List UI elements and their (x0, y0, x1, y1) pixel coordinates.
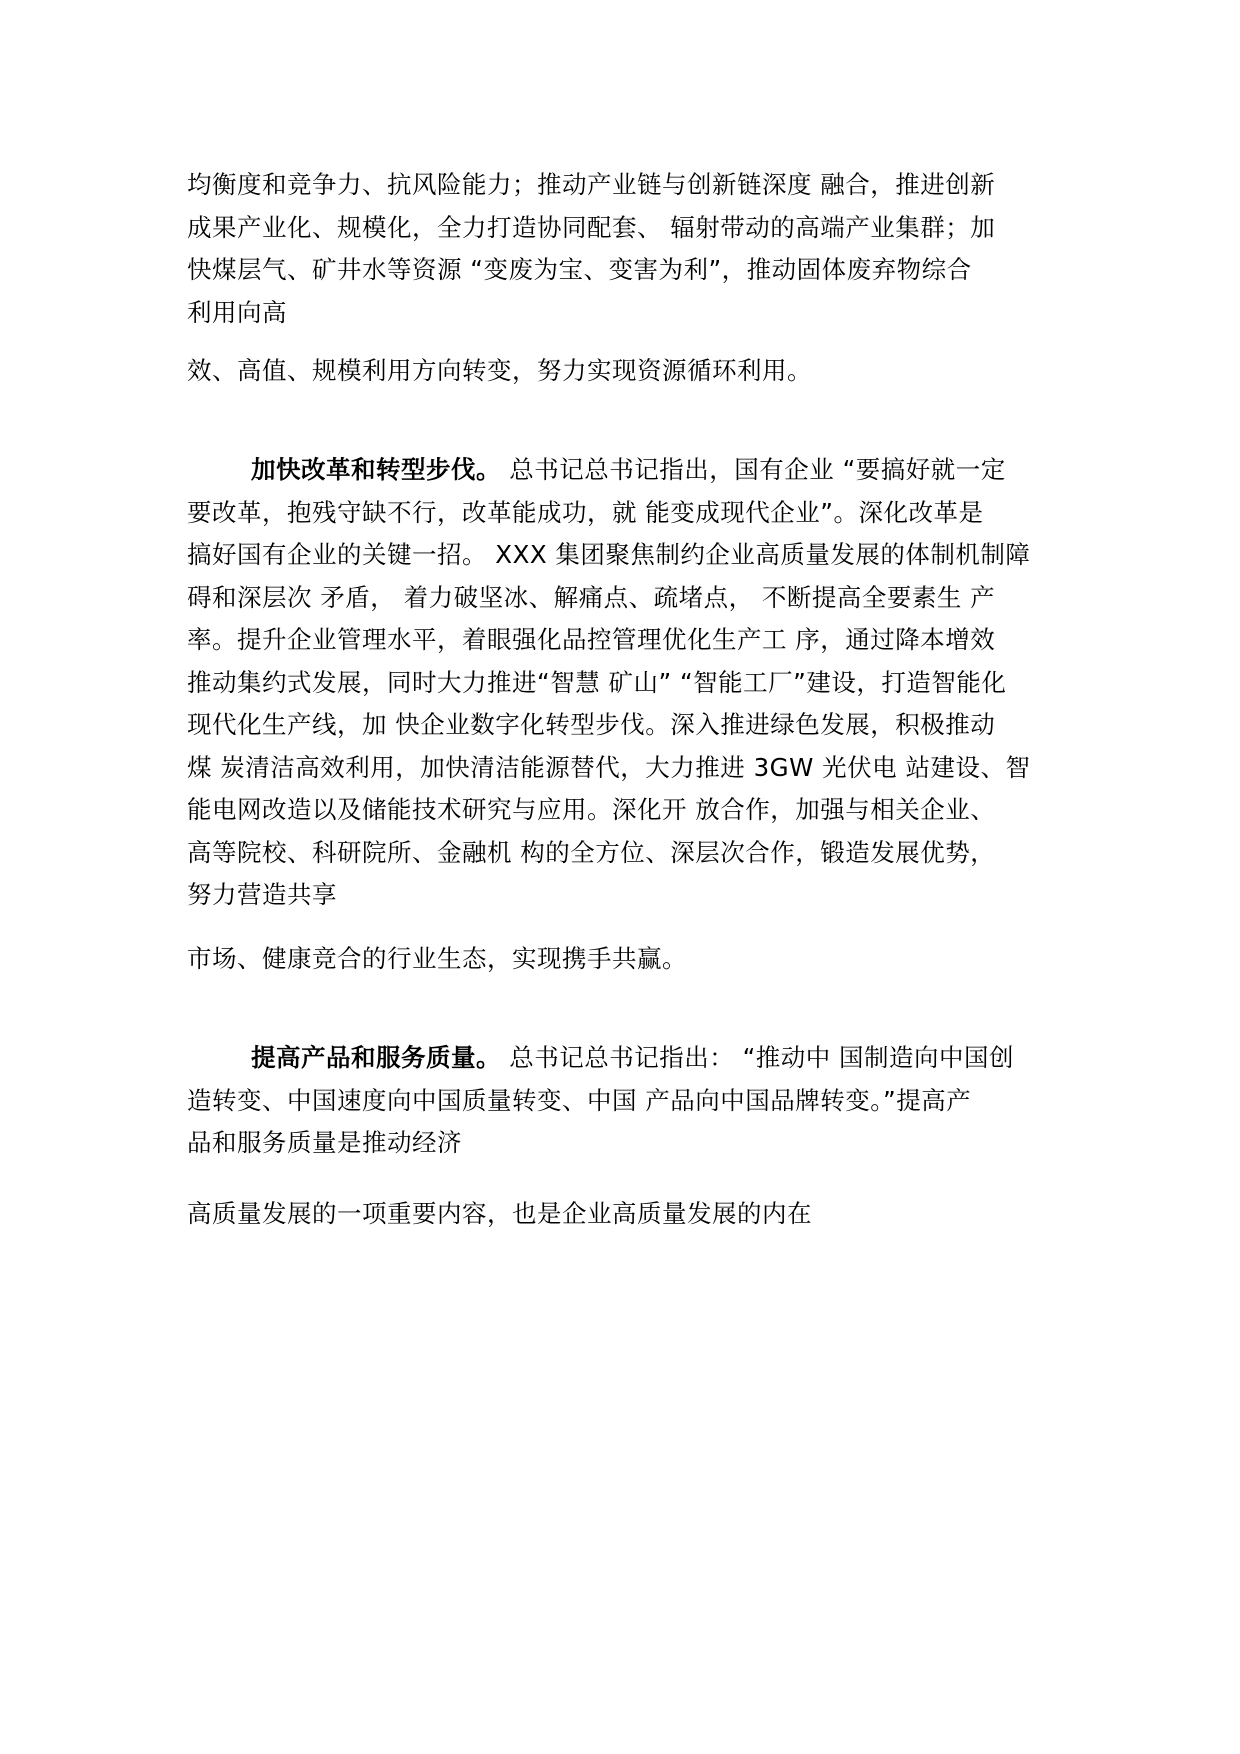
text-line: 现代化生产线，加 快企业数字化转型步伐。深入推进绿色发展，积极推动 (187, 710, 996, 739)
text-line: 碍和深层次 矛盾， 着力破坚冰、解痛点、疏堵点， 不断提高全要素生 产 (187, 582, 996, 612)
paragraph-continuation (187, 1193, 1087, 1236)
text-line: 快煤层气、矿井水等资源 “变废为宝、变害为利”，推动固体废弃物综合 (187, 255, 972, 284)
first-line (187, 1037, 1087, 1080)
paragraph-resource-utilization (187, 164, 1087, 334)
text-line: 均衡度和竞争力、抗风险能力；推动产业链与创新链深度 融合，推进创新 (187, 170, 996, 199)
text-run: 总书记总书记指出： “推动中 国制造向中国创 (501, 1043, 1015, 1072)
text-line: 利用向高 (187, 297, 287, 327)
text-line: 要改革，抱残守缺不行，改革能成功，就 能变成现代企业”。深化改革是 (187, 497, 984, 527)
paragraph-product-service-quality (187, 1037, 1087, 1165)
text-line: 煤 炭清洁高效利用，加快清洁能源替代，大力推进 3GW 光伏电 站建设、智 (187, 752, 1031, 782)
paragraph-continuation (187, 350, 1087, 393)
text-line: 造转变、中国速度向中国质量转变、中国 产品向中国品牌转变。”提高产 (187, 1085, 972, 1115)
text-run: 总书记总书记指出，国有企业 “要搞好就一定 (501, 455, 1006, 484)
section-heading: 加快改革和转型步伐。 (251, 455, 501, 484)
text-line: 搞好国有企业的关键一招。 XXX 集团聚焦制约企业高质量发展的体制机制障 (187, 540, 1031, 569)
paragraph-reform-transformation (187, 449, 1087, 917)
first-line (187, 449, 1087, 492)
text-line: 高等院校、科研院所、金融机 构的全方位、深层次合作，锻造发展优势， (187, 837, 996, 867)
text-line: 高质量发展的一项重要内容，也是企业高质量发展的内在 (187, 1199, 812, 1228)
text-line: 率。提升企业管理水平，着眼强化品控管理优化生产工 序，通过降本增效 (187, 625, 996, 654)
text-line: 成果产业化、规模化，全力打造协同配套、 辐射带动的高端产业集群；加 (187, 212, 996, 242)
paragraph-continuation (187, 938, 1087, 981)
text-line: 效、高值、规模利用方向转变，努力实现资源循环利用。 (187, 356, 812, 385)
section-heading: 提高产品和服务质量。 (251, 1043, 501, 1072)
text-line: 市场、健康竞合的行业生态，实现携手共赢。 (187, 944, 687, 973)
text-line: 能电网改造以及储能技术研究与应用。深化开 放合作，加强与相关企业、 (187, 795, 996, 824)
text-line: 推动集约式发展，同时大力推进“智慧 矿山” “智能工厂”建设，打造智能化 (187, 667, 1007, 697)
text-line: 努力营造共享 (187, 880, 337, 909)
text-line: 品和服务质量是推动经济 (187, 1128, 462, 1157)
